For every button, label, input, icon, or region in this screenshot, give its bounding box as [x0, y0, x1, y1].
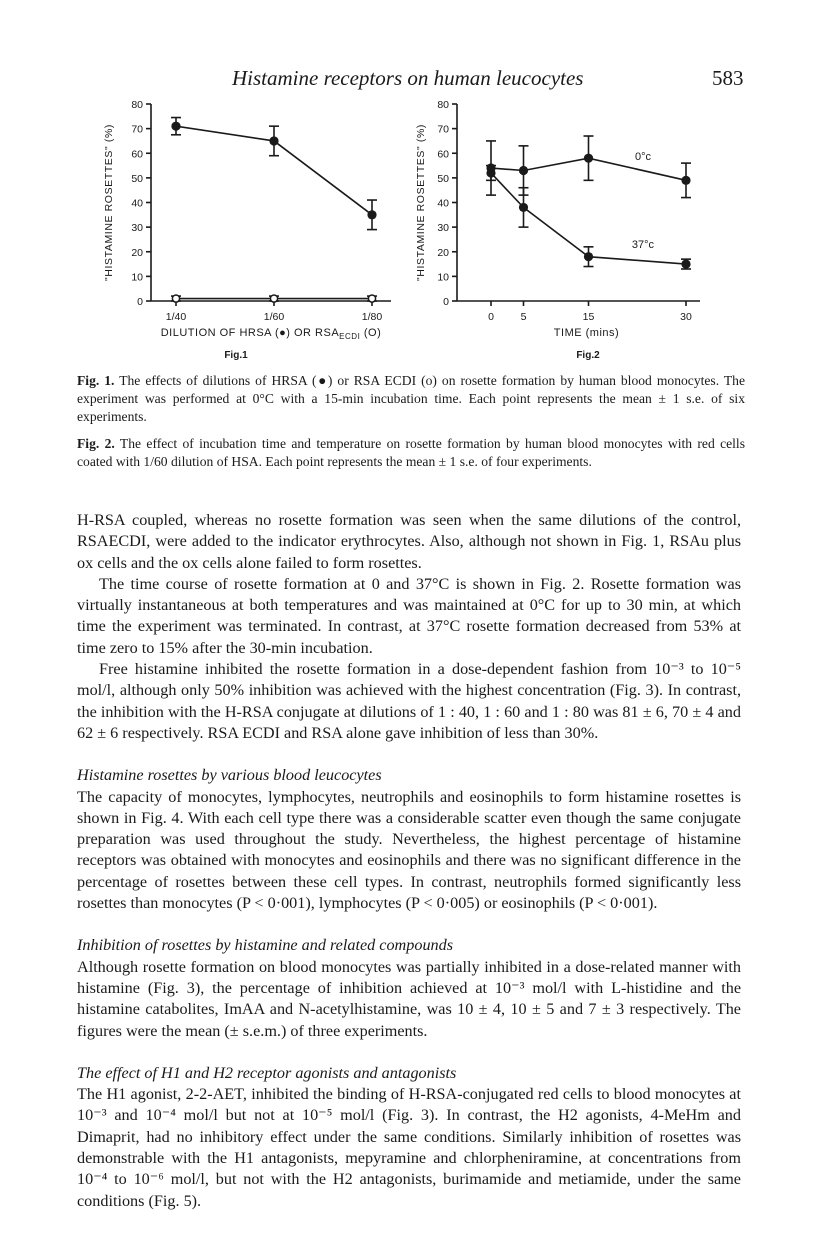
y-tick-label: 40 [131, 197, 143, 210]
y-tick-label: 0 [443, 296, 449, 308]
fig1-caption-text: The effects of dilutions of HRSA (●) or RSA ECDI (o) on rosette formation by human blood monocytes. The experiment was performed at 0°C with a 15-min incubation time. Each point represents the mean ± 1 s.e. of six experiments. [77, 373, 745, 424]
y-tick-label: 80 [437, 99, 449, 111]
y-tick-label: 30 [131, 222, 143, 235]
y-tick-label: 80 [131, 99, 143, 111]
y-tick-label: 50 [131, 172, 143, 185]
y-axis-label: "HISTAMINE ROSETTES" (%) [103, 123, 115, 282]
series-label: 0°c [634, 151, 652, 163]
running-header-title: Histamine receptors on human leucocytes [232, 66, 584, 90]
page-number: 583 [712, 66, 744, 90]
y-tick-label: 40 [437, 197, 449, 210]
x-tick-label: 5 [520, 311, 527, 323]
x-tick-label: 1/80 [361, 311, 383, 323]
paragraph-6: The H1 agonist, 2-2-AET, inhibited the binding of H-RSA-conjugated red cells to blood monocytes at 10⁻³ and 10⁻⁴ mol/l but not at 10⁻⁵ mol/l (Fig. 3). In contrast, the H2 agonists, 4-MeHm and Dimaprit, had no inhibitory effect under the same conditions. Similarly inhibition of rosettes was demonstrable with the H1 antagonists, mepyramine and chlorpheniramine, at concentrations from 10⁻⁴ to 10⁻⁶ mol/l, but not with the H2 antagonists, burimamide and metiamide, under the same conditions (Fig. 5). [77, 1085, 741, 1210]
x-tick-label: 0 [488, 311, 494, 323]
section-heading-leucocytes: Histamine rosettes by various blood leucocytes [77, 766, 382, 785]
fig2-caption-label: Fig. 2. [77, 436, 115, 451]
data-point [519, 203, 528, 212]
fig1-caption [77, 372, 745, 426]
paragraph-4: The capacity of monocytes, lymphocytes, neutrophils and eosinophils to form histamine rosettes is shown in Fig. 4. With each cell type there was a considerable scatter even though the same conjugate preparation was used throughout the study. Nevertheless, the highest percentage of histamine receptors was obtained with monocytes and eosinophils and there was no significant difference in the percentage of rosettes between these cell types. In contrast, neutrophils formed significantly less rosettes than monocytes (P < 0·001), lymphocytes (P < 0·005) or eosinophils (P < 0·001). [77, 787, 741, 913]
y-tick-label: 20 [437, 246, 449, 259]
y-tick-label: 10 [131, 271, 143, 284]
y-tick-label: 60 [437, 148, 449, 161]
y-axis-label: "HISTAMINE ROSETTES" (%) [415, 123, 427, 282]
y-tick-label: 0 [137, 296, 143, 308]
data-point [367, 210, 376, 219]
y-tick-label: 70 [437, 123, 449, 136]
figure-label: Fig.1 [224, 350, 248, 361]
x-axis-label: TIME (mins) [553, 327, 620, 339]
section-heading-h1-h2: The effect of H1 and H2 receptor agonists and antagonists [77, 1063, 457, 1082]
paragraph-5: Although rosette formation on blood monocytes was partially inhibited in a dose-related manner with histamine (Fig. 3), the percentage of inhibition achieved at 10⁻³ mol/l with L-histidine and the histamine catabolites, ImAA and N-acetylhistamine, was 10 ± 4, 10 ± 5 and 7 ± 3 respectively. The figures were the mean (± s.e.m.) of three experiments. [77, 957, 741, 1040]
y-tick-label: 20 [131, 246, 143, 259]
x-axis-label: DILUTION OF HRSA (●) OR $RSA_{ECDI}$ (O) [160, 327, 382, 341]
fig2-caption-text: The effect of incubation time and temperature on rosette formation by human blood monocytes with red cells coated with 1/60 dilution of HSA. Each point represents the mean ± 1 s.e. of four experiments. [77, 436, 745, 469]
y-tick-label: 70 [131, 123, 143, 136]
fig2-caption [77, 435, 745, 471]
data-point [681, 259, 690, 268]
data-point-open [368, 295, 375, 302]
data-point [171, 122, 180, 131]
y-tick-label: 50 [437, 172, 449, 185]
section-heading-inhibition: Inhibition of rosettes by histamine and related compounds [77, 936, 454, 955]
data-point [681, 176, 690, 185]
x-tick-label: 1/60 [263, 311, 285, 323]
body-text [77, 510, 741, 1212]
x-tick-label: 15 [582, 311, 595, 323]
paragraph-1: H-RSA coupled, whereas no rosette formation was seen when the same dilutions of the control, RSAECDI, were added to the indicator erythrocytes. Also, although not shown in Fig. 1, RSAu plus ox cells and the ox cells alone failed to form rosettes. [77, 511, 741, 572]
figures-1-and-2 [0, 0, 816, 370]
data-point-open [172, 295, 179, 302]
y-tick-label: 10 [437, 271, 449, 284]
paragraph-2: The time course of rosette formation at 0 and 37°C is shown in Fig. 2. Rosette formation was virtually instantaneous at both temperatures and was maintained at 0°C for up to 30 min, at which time the experiment was terminated. In contrast, at 37°C rosette formation decreased from 53% at time zero to 15% after the 30-min incubation. [77, 574, 741, 657]
data-point [269, 136, 278, 145]
fig1-caption-label: Fig. 1. [77, 373, 115, 388]
data-point [519, 166, 528, 175]
figure-label: Fig.2 [576, 350, 600, 361]
series-label: 37°c [631, 239, 655, 251]
y-tick-label: 60 [131, 148, 143, 161]
data-point [486, 168, 495, 177]
data-point [584, 154, 593, 163]
data-point [584, 252, 593, 261]
x-tick-label: 30 [680, 311, 692, 323]
paragraph-3: Free histamine inhibited the rosette formation in a dose-dependent fashion from 10⁻³ to 10⁻⁵ mol/l, although only 50% inhibition was achieved with the highest concentration (Fig. 3). In contrast, the inhibition with the H-RSA conjugate at dilutions of 1 : 40, 1 : 60 and 1 : 80 was 81 ± 6, 70 ± 4 and 62 ± 6 respectively. RSA ECDI and RSA alone gave inhibition of less than 30%. [77, 660, 741, 742]
y-tick-label: 30 [437, 222, 449, 235]
x-tick-label: 1/40 [165, 311, 187, 323]
data-point-open [270, 295, 277, 302]
